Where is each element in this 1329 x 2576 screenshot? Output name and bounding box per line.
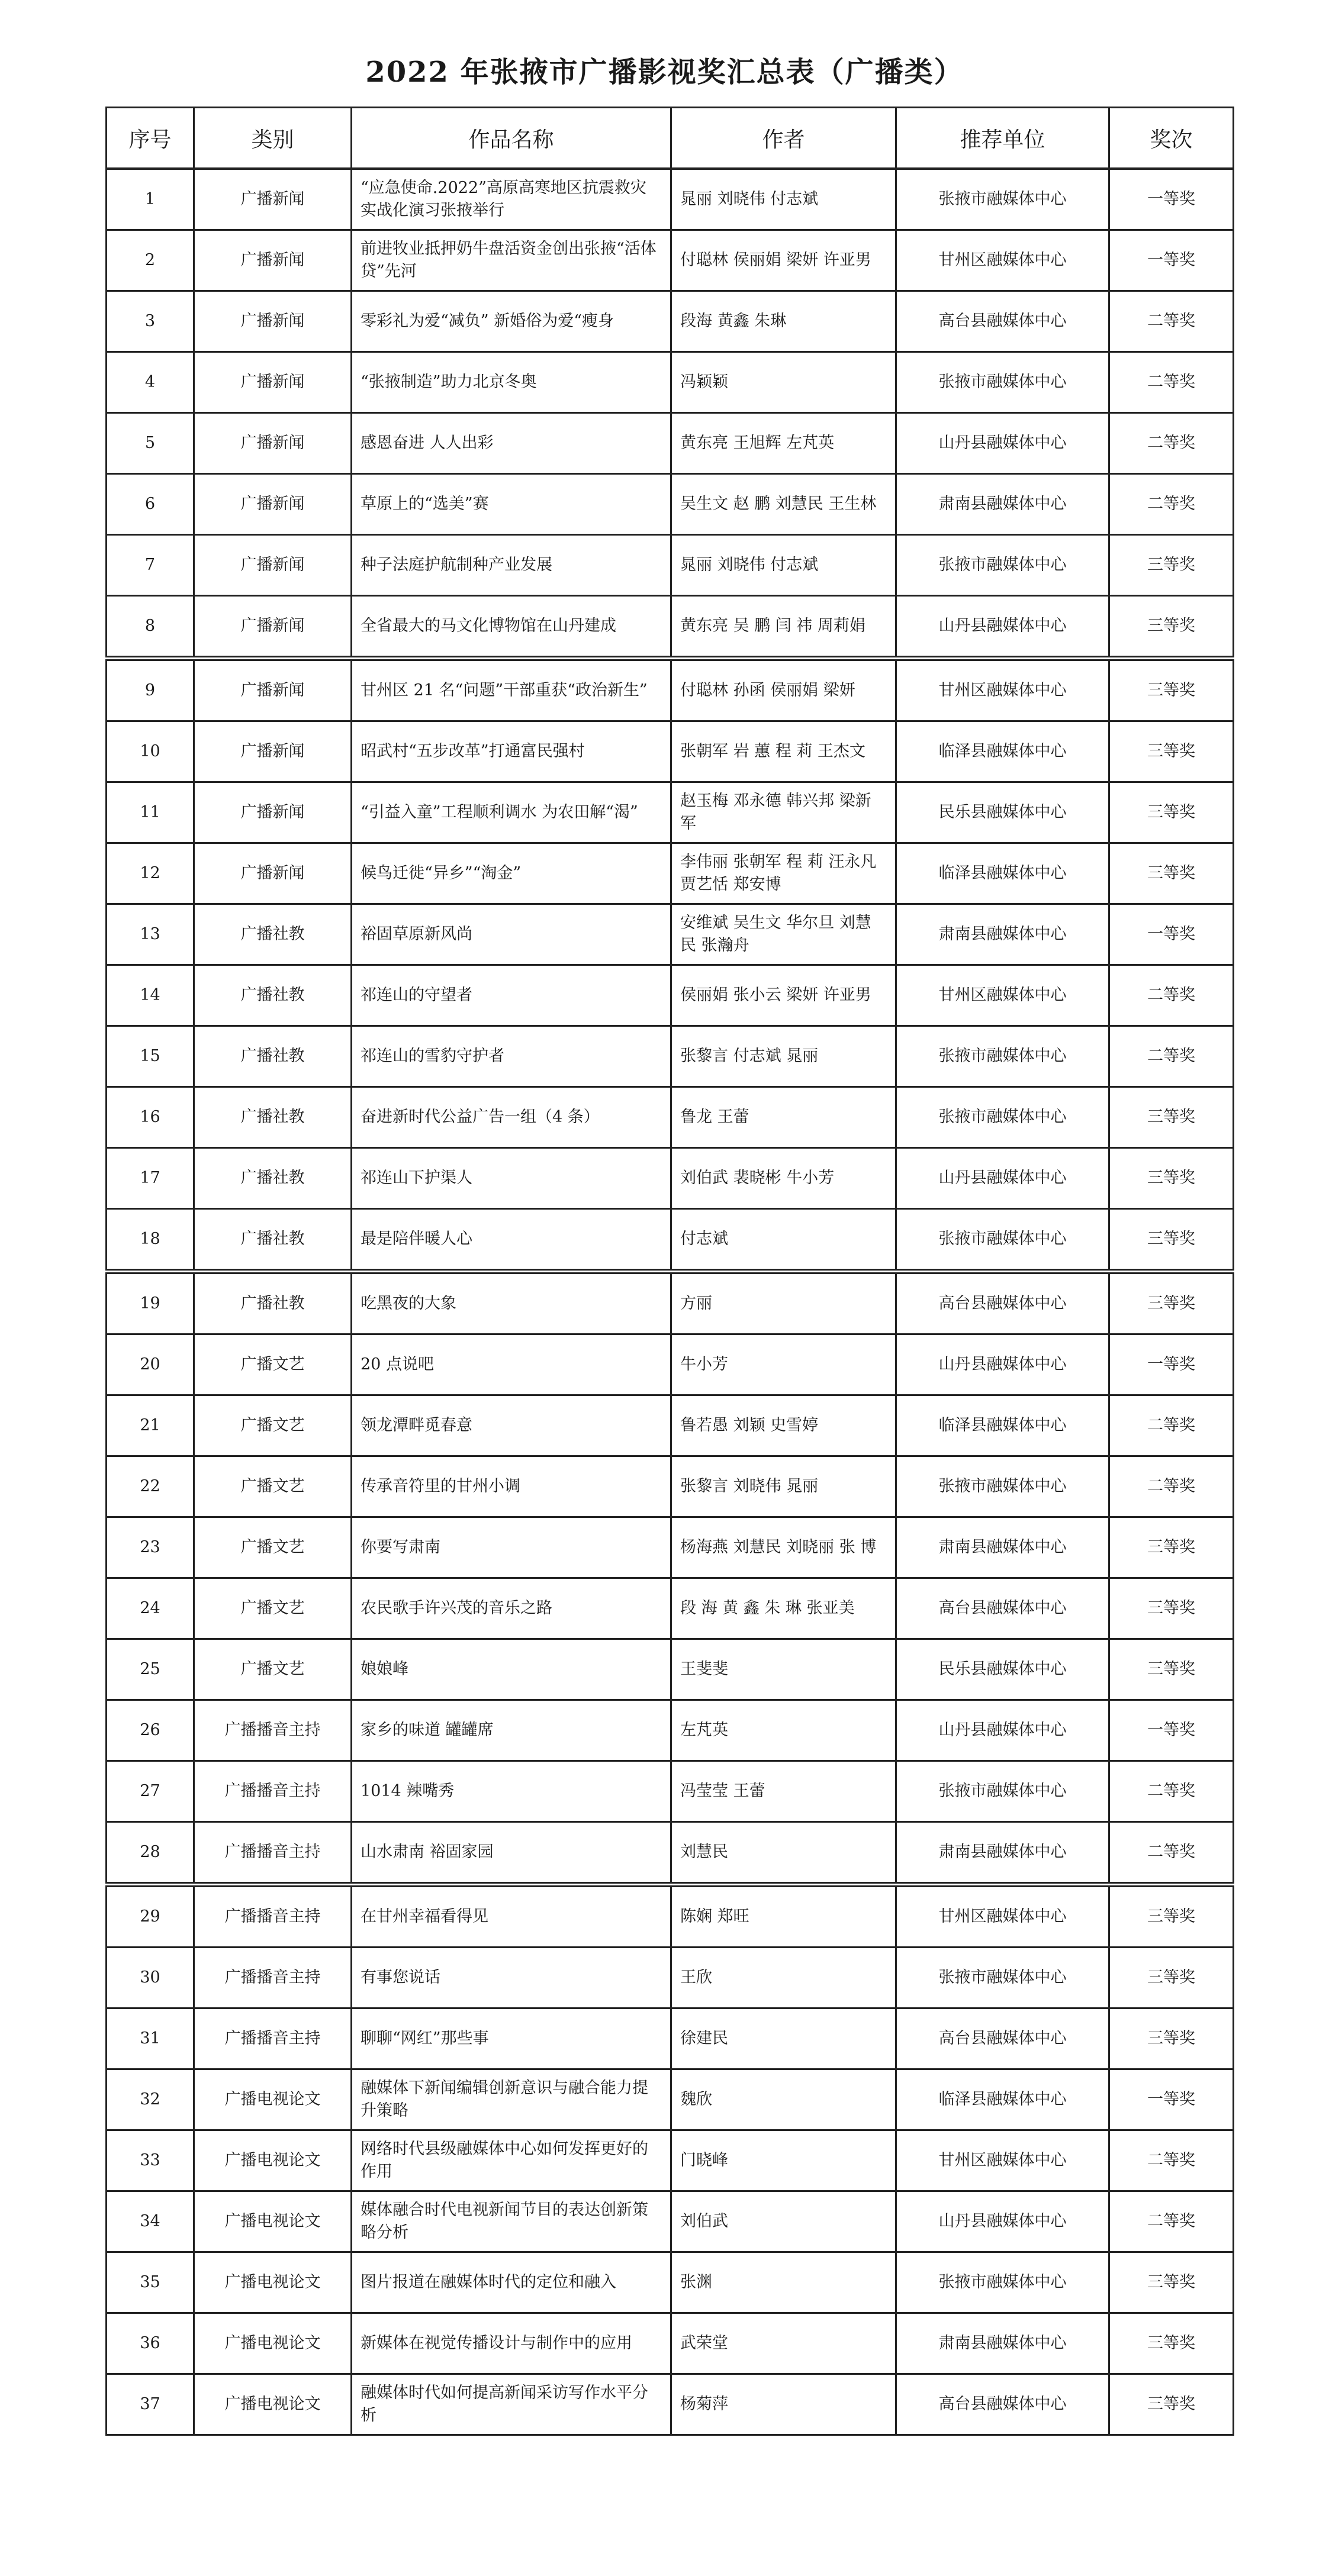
table-row [107,904,1234,965]
cell-recommending-unit: 张掖市融媒体中心 [896,169,1109,230]
cell-author: 方丽 [671,1272,896,1334]
cell-recommending-unit: 甘州区融媒体中心 [896,230,1109,291]
cell-serial-number: 7 [107,535,194,596]
cell-award-level: 二等奖 [1109,1456,1234,1517]
cell-recommending-unit: 张掖市融媒体中心 [896,1761,1109,1822]
cell-award-level: 三等奖 [1109,782,1234,843]
cell-author: 冯颖颖 [671,352,896,413]
cell-category: 广播社教 [194,1272,352,1334]
cell-category: 广播文艺 [194,1639,352,1700]
table-row [107,1087,1234,1148]
header-work-title: 作品名称 [352,108,671,169]
cell-serial-number: 37 [107,2374,194,2435]
table-row [107,535,1234,596]
cell-author: 冯莹莹 王蕾 [671,1761,896,1822]
table-row [107,2069,1234,2130]
cell-author: 刘慧民 [671,1822,896,1885]
cell-recommending-unit: 临泽县融媒体中心 [896,2069,1109,2130]
cell-award-level: 一等奖 [1109,1700,1234,1761]
cell-serial-number: 32 [107,2069,194,2130]
table-row [107,291,1234,352]
cell-author: 赵玉梅 邓永德 韩兴邦 梁新军 [671,782,896,843]
table-row [107,843,1234,904]
cell-award-level: 三等奖 [1109,721,1234,782]
cell-work-title: 全省最大的马文化博物馆在山丹建成 [352,596,671,659]
cell-work-title: 媒体融合时代电视新闻节目的表达创新策略分析 [352,2191,671,2252]
cell-award-level: 三等奖 [1109,2008,1234,2069]
cell-work-title: 你要写肃南 [352,1517,671,1578]
cell-category: 广播新闻 [194,596,352,659]
cell-award-level: 二等奖 [1109,413,1234,474]
cell-serial-number: 9 [107,659,194,721]
cell-recommending-unit: 高台县融媒体中心 [896,2374,1109,2435]
table-row [107,2252,1234,2313]
cell-category: 广播新闻 [194,721,352,782]
table-row [107,1700,1234,1761]
cell-award-level: 三等奖 [1109,1087,1234,1148]
cell-award-level: 三等奖 [1109,2252,1234,2313]
cell-author: 陈娴 郑旺 [671,1885,896,1948]
cell-award-level: 三等奖 [1109,1639,1234,1700]
cell-work-title: 祁连山下护渠人 [352,1148,671,1209]
cell-recommending-unit: 张掖市融媒体中心 [896,1209,1109,1272]
cell-work-title: 最是陪伴暖人心 [352,1209,671,1272]
cell-author: 王欣 [671,1948,896,2008]
cell-author: 吴生文 赵 鹏 刘慧民 王生林 [671,474,896,535]
cell-author: 杨菊萍 [671,2374,896,2435]
table-row [107,1026,1234,1087]
cell-work-title: 奋进新时代公益广告一组（4 条） [352,1087,671,1148]
cell-author: 左芃英 [671,1700,896,1761]
cell-serial-number: 3 [107,291,194,352]
cell-award-level: 三等奖 [1109,1948,1234,2008]
cell-category: 广播新闻 [194,474,352,535]
cell-serial-number: 18 [107,1209,194,1272]
cell-category: 广播文艺 [194,1517,352,1578]
cell-recommending-unit: 张掖市融媒体中心 [896,1026,1109,1087]
cell-category: 广播文艺 [194,1456,352,1517]
cell-recommending-unit: 山丹县融媒体中心 [896,1700,1109,1761]
cell-serial-number: 29 [107,1885,194,1948]
table-row [107,1885,1234,1948]
cell-work-title: 山水肃南 裕固家园 [352,1822,671,1885]
table-row [107,2374,1234,2435]
cell-award-level: 一等奖 [1109,904,1234,965]
cell-category: 广播播音主持 [194,1822,352,1885]
cell-author: 段海 黄鑫 朱琳 [671,291,896,352]
table-header-row [107,108,1234,169]
cell-serial-number: 2 [107,230,194,291]
cell-author: 门晓峰 [671,2130,896,2191]
cell-recommending-unit: 张掖市融媒体中心 [896,1948,1109,2008]
table-row [107,1148,1234,1209]
cell-recommending-unit: 山丹县融媒体中心 [896,1148,1109,1209]
cell-recommending-unit: 高台县融媒体中心 [896,291,1109,352]
cell-work-title: 有事您说话 [352,1948,671,2008]
cell-serial-number: 27 [107,1761,194,1822]
cell-serial-number: 12 [107,843,194,904]
cell-category: 广播社教 [194,1026,352,1087]
cell-category: 广播新闻 [194,843,352,904]
cell-serial-number: 26 [107,1700,194,1761]
cell-award-level: 二等奖 [1109,1822,1234,1885]
table-row [107,1948,1234,2008]
header-recommending-unit: 推荐单位 [896,108,1109,169]
cell-author: 刘伯武 裴晓彬 牛小芳 [671,1148,896,1209]
cell-work-title: 农民歌手许兴茂的音乐之路 [352,1578,671,1639]
cell-author: 付志斌 [671,1209,896,1272]
cell-recommending-unit: 肃南县融媒体中心 [896,1822,1109,1885]
cell-category: 广播社教 [194,904,352,965]
cell-recommending-unit: 甘州区融媒体中心 [896,1885,1109,1948]
cell-category: 广播社教 [194,965,352,1026]
cell-award-level: 一等奖 [1109,2069,1234,2130]
cell-serial-number: 11 [107,782,194,843]
cell-category: 广播社教 [194,1209,352,1272]
cell-serial-number: 1 [107,169,194,230]
cell-category: 广播社教 [194,1087,352,1148]
cell-award-level: 二等奖 [1109,2130,1234,2191]
cell-recommending-unit: 山丹县融媒体中心 [896,413,1109,474]
cell-serial-number: 8 [107,596,194,659]
cell-author: 晁丽 刘晓伟 付志斌 [671,535,896,596]
cell-recommending-unit: 临泽县融媒体中心 [896,721,1109,782]
cell-work-title: 传承音符里的甘州小调 [352,1456,671,1517]
cell-author: 张黎言 刘晓伟 晁丽 [671,1456,896,1517]
cell-recommending-unit: 肃南县融媒体中心 [896,904,1109,965]
cell-work-title: 领龙潭畔觅春意 [352,1395,671,1456]
cell-recommending-unit: 甘州区融媒体中心 [896,965,1109,1026]
cell-work-title: 网络时代县级融媒体中心如何发挥更好的作用 [352,2130,671,2191]
cell-award-level: 三等奖 [1109,659,1234,721]
table-row [107,413,1234,474]
table-body [107,169,1234,2435]
table-row [107,1517,1234,1578]
cell-work-title: 零彩礼为爱“减负” 新婚俗为爱“瘦身 [352,291,671,352]
cell-category: 广播电视论文 [194,2313,352,2374]
cell-work-title: 新媒体在视觉传播设计与制作中的应用 [352,2313,671,2374]
cell-recommending-unit: 肃南县融媒体中心 [896,474,1109,535]
cell-author: 黄东亮 吴 鹏 闫 祎 周莉娟 [671,596,896,659]
cell-author: 李伟丽 张朝军 程 莉 汪永凡 贾艺恬 郑安博 [671,843,896,904]
cell-category: 广播电视论文 [194,2252,352,2313]
cell-work-title: 祁连山的雪豹守护者 [352,1026,671,1087]
cell-award-level: 三等奖 [1109,1578,1234,1639]
cell-recommending-unit: 山丹县融媒体中心 [896,2191,1109,2252]
cell-author: 刘伯武 [671,2191,896,2252]
table-row [107,2008,1234,2069]
cell-recommending-unit: 临泽县融媒体中心 [896,1395,1109,1456]
table-row [107,2313,1234,2374]
cell-work-title: 图片报道在融媒体时代的定位和融入 [352,2252,671,2313]
cell-work-title: 家乡的味道 罐罐席 [352,1700,671,1761]
cell-award-level: 三等奖 [1109,1272,1234,1334]
cell-author: 武荣堂 [671,2313,896,2374]
header-award-level: 奖次 [1109,108,1234,169]
cell-award-level: 一等奖 [1109,1334,1234,1395]
cell-serial-number: 24 [107,1578,194,1639]
cell-serial-number: 28 [107,1822,194,1885]
cell-work-title: 草原上的“选美”赛 [352,474,671,535]
cell-work-title: 前进牧业抵押奶牛盘活资金创出张掖“活体贷”先河 [352,230,671,291]
cell-serial-number: 5 [107,413,194,474]
cell-serial-number: 16 [107,1087,194,1148]
cell-award-level: 二等奖 [1109,352,1234,413]
document-title: 2022 年张掖市广播影视奖汇总表（广播类） [365,56,964,89]
cell-author: 晁丽 刘晓伟 付志斌 [671,169,896,230]
cell-award-level: 三等奖 [1109,1209,1234,1272]
cell-award-level: 三等奖 [1109,2313,1234,2374]
cell-award-level: 三等奖 [1109,2374,1234,2435]
cell-award-level: 二等奖 [1109,965,1234,1026]
cell-category: 广播新闻 [194,413,352,474]
cell-award-level: 三等奖 [1109,843,1234,904]
table-row [107,1272,1234,1334]
cell-award-level: 三等奖 [1109,596,1234,659]
cell-work-title: 1014 辣嘴秀 [352,1761,671,1822]
cell-category: 广播播音主持 [194,1761,352,1822]
table-row [107,352,1234,413]
cell-author: 黄东亮 王旭辉 左芃英 [671,413,896,474]
cell-serial-number: 20 [107,1334,194,1395]
cell-work-title: 种子法庭护航制种产业发展 [352,535,671,596]
cell-serial-number: 13 [107,904,194,965]
cell-author: 段 海 黄 鑫 朱 琳 张亚美 [671,1578,896,1639]
cell-work-title: 候鸟迁徙“异乡”“淘金” [352,843,671,904]
cell-category: 广播电视论文 [194,2130,352,2191]
cell-serial-number: 19 [107,1272,194,1334]
cell-work-title: 吃黑夜的大象 [352,1272,671,1334]
cell-serial-number: 10 [107,721,194,782]
cell-recommending-unit: 高台县融媒体中心 [896,2008,1109,2069]
cell-category: 广播新闻 [194,535,352,596]
cell-work-title: 昭武村“五步改革”打通富民强村 [352,721,671,782]
cell-recommending-unit: 山丹县融媒体中心 [896,1334,1109,1395]
table-row [107,1209,1234,1272]
cell-work-title: 融媒体下新闻编辑创新意识与融合能力提升策略 [352,2069,671,2130]
cell-work-title: 祁连山的守望者 [352,965,671,1026]
cell-award-level: 二等奖 [1109,291,1234,352]
table-row [107,230,1234,291]
cell-category: 广播电视论文 [194,2191,352,2252]
cell-serial-number: 21 [107,1395,194,1456]
cell-recommending-unit: 肃南县融媒体中心 [896,2313,1109,2374]
table-row [107,596,1234,659]
cell-work-title: 甘州区 21 名“问题”干部重获“政治新生” [352,659,671,721]
cell-author: 张黎言 付志斌 晁丽 [671,1026,896,1087]
cell-author: 牛小芳 [671,1334,896,1395]
cell-category: 广播新闻 [194,782,352,843]
cell-recommending-unit: 张掖市融媒体中心 [896,1456,1109,1517]
cell-category: 广播文艺 [194,1395,352,1456]
cell-category: 广播新闻 [194,291,352,352]
cell-recommending-unit: 张掖市融媒体中心 [896,535,1109,596]
table-row [107,1761,1234,1822]
header-serial-number: 序号 [107,108,194,169]
cell-award-level: 二等奖 [1109,1761,1234,1822]
cell-recommending-unit: 张掖市融媒体中心 [896,352,1109,413]
table-row [107,1334,1234,1395]
cell-work-title: 聊聊“网红”那些事 [352,2008,671,2069]
cell-recommending-unit: 甘州区融媒体中心 [896,659,1109,721]
cell-author: 张渊 [671,2252,896,2313]
table-row [107,474,1234,535]
cell-serial-number: 23 [107,1517,194,1578]
cell-work-title: “引益入童”工程顺利调水 为农田解“渴” [352,782,671,843]
cell-serial-number: 31 [107,2008,194,2069]
cell-recommending-unit: 甘州区融媒体中心 [896,2130,1109,2191]
cell-category: 广播播音主持 [194,1885,352,1948]
cell-award-level: 二等奖 [1109,1026,1234,1087]
cell-category: 广播播音主持 [194,1948,352,2008]
table-row [107,169,1234,230]
cell-recommending-unit: 肃南县融媒体中心 [896,1517,1109,1578]
cell-category: 广播社教 [194,1148,352,1209]
table-row [107,965,1234,1026]
table-row [107,2130,1234,2191]
table-row [107,1578,1234,1639]
cell-serial-number: 25 [107,1639,194,1700]
cell-serial-number: 14 [107,965,194,1026]
cell-serial-number: 17 [107,1148,194,1209]
header-category: 类别 [194,108,352,169]
cell-recommending-unit: 张掖市融媒体中心 [896,1087,1109,1148]
cell-recommending-unit: 民乐县融媒体中心 [896,1639,1109,1700]
cell-category: 广播电视论文 [194,2069,352,2130]
cell-author: 徐建民 [671,2008,896,2069]
award-summary-table [105,107,1234,2436]
cell-author: 鲁龙 王蕾 [671,1087,896,1148]
cell-serial-number: 34 [107,2191,194,2252]
cell-serial-number: 4 [107,352,194,413]
cell-category: 广播新闻 [194,230,352,291]
cell-work-title: 感恩奋进 人人出彩 [352,413,671,474]
cell-category: 广播电视论文 [194,2374,352,2435]
table-row [107,2191,1234,2252]
cell-author: 杨海燕 刘慧民 刘晓丽 张 博 [671,1517,896,1578]
cell-recommending-unit: 民乐县融媒体中心 [896,782,1109,843]
cell-work-title: “张掖制造”助力北京冬奥 [352,352,671,413]
cell-work-title: “应急使命.2022”高原高寒地区抗震救灾实战化演习张掖举行 [352,169,671,230]
cell-award-level: 三等奖 [1109,1517,1234,1578]
cell-serial-number: 33 [107,2130,194,2191]
cell-work-title: 娘娘峰 [352,1639,671,1700]
cell-award-level: 二等奖 [1109,474,1234,535]
cell-serial-number: 15 [107,1026,194,1087]
cell-serial-number: 6 [107,474,194,535]
cell-award-level: 三等奖 [1109,535,1234,596]
cell-work-title: 裕固草原新风尚 [352,904,671,965]
cell-award-level: 一等奖 [1109,169,1234,230]
cell-recommending-unit: 高台县融媒体中心 [896,1578,1109,1639]
table-row [107,1395,1234,1456]
cell-award-level: 三等奖 [1109,1885,1234,1948]
table-row [107,782,1234,843]
cell-serial-number: 30 [107,1948,194,2008]
cell-serial-number: 22 [107,1456,194,1517]
table-row [107,1639,1234,1700]
cell-recommending-unit: 临泽县融媒体中心 [896,843,1109,904]
cell-serial-number: 36 [107,2313,194,2374]
cell-work-title: 融媒体时代如何提高新闻采访写作水平分析 [352,2374,671,2435]
cell-category: 广播播音主持 [194,2008,352,2069]
cell-author: 付聪林 孙函 侯丽娟 梁妍 [671,659,896,721]
cell-recommending-unit: 张掖市融媒体中心 [896,2252,1109,2313]
cell-author: 侯丽娟 张小云 梁妍 许亚男 [671,965,896,1026]
cell-author: 张朝军 岩 蕙 程 莉 王杰文 [671,721,896,782]
cell-author: 王斐斐 [671,1639,896,1700]
table-row [107,721,1234,782]
cell-serial-number: 35 [107,2252,194,2313]
cell-category: 广播文艺 [194,1334,352,1395]
cell-author: 魏欣 [671,2069,896,2130]
cell-recommending-unit: 高台县融媒体中心 [896,1272,1109,1334]
cell-category: 广播新闻 [194,169,352,230]
table-row [107,1456,1234,1517]
cell-author: 付聪林 侯丽娟 梁妍 许亚男 [671,230,896,291]
cell-work-title: 在甘州幸福看得见 [352,1885,671,1948]
table-row [107,1822,1234,1885]
cell-award-level: 二等奖 [1109,1395,1234,1456]
cell-category: 广播新闻 [194,352,352,413]
table-row [107,659,1234,721]
cell-recommending-unit: 山丹县融媒体中心 [896,596,1109,659]
cell-award-level: 三等奖 [1109,1148,1234,1209]
cell-award-level: 二等奖 [1109,2191,1234,2252]
cell-category: 广播播音主持 [194,1700,352,1761]
cell-author: 鲁若愚 刘颖 史雪婷 [671,1395,896,1456]
cell-work-title: 20 点说吧 [352,1334,671,1395]
header-author: 作者 [671,108,896,169]
cell-award-level: 一等奖 [1109,230,1234,291]
cell-author: 安维斌 吴生文 华尔旦 刘慧民 张瀚舟 [671,904,896,965]
cell-category: 广播文艺 [194,1578,352,1639]
cell-category: 广播新闻 [194,659,352,721]
